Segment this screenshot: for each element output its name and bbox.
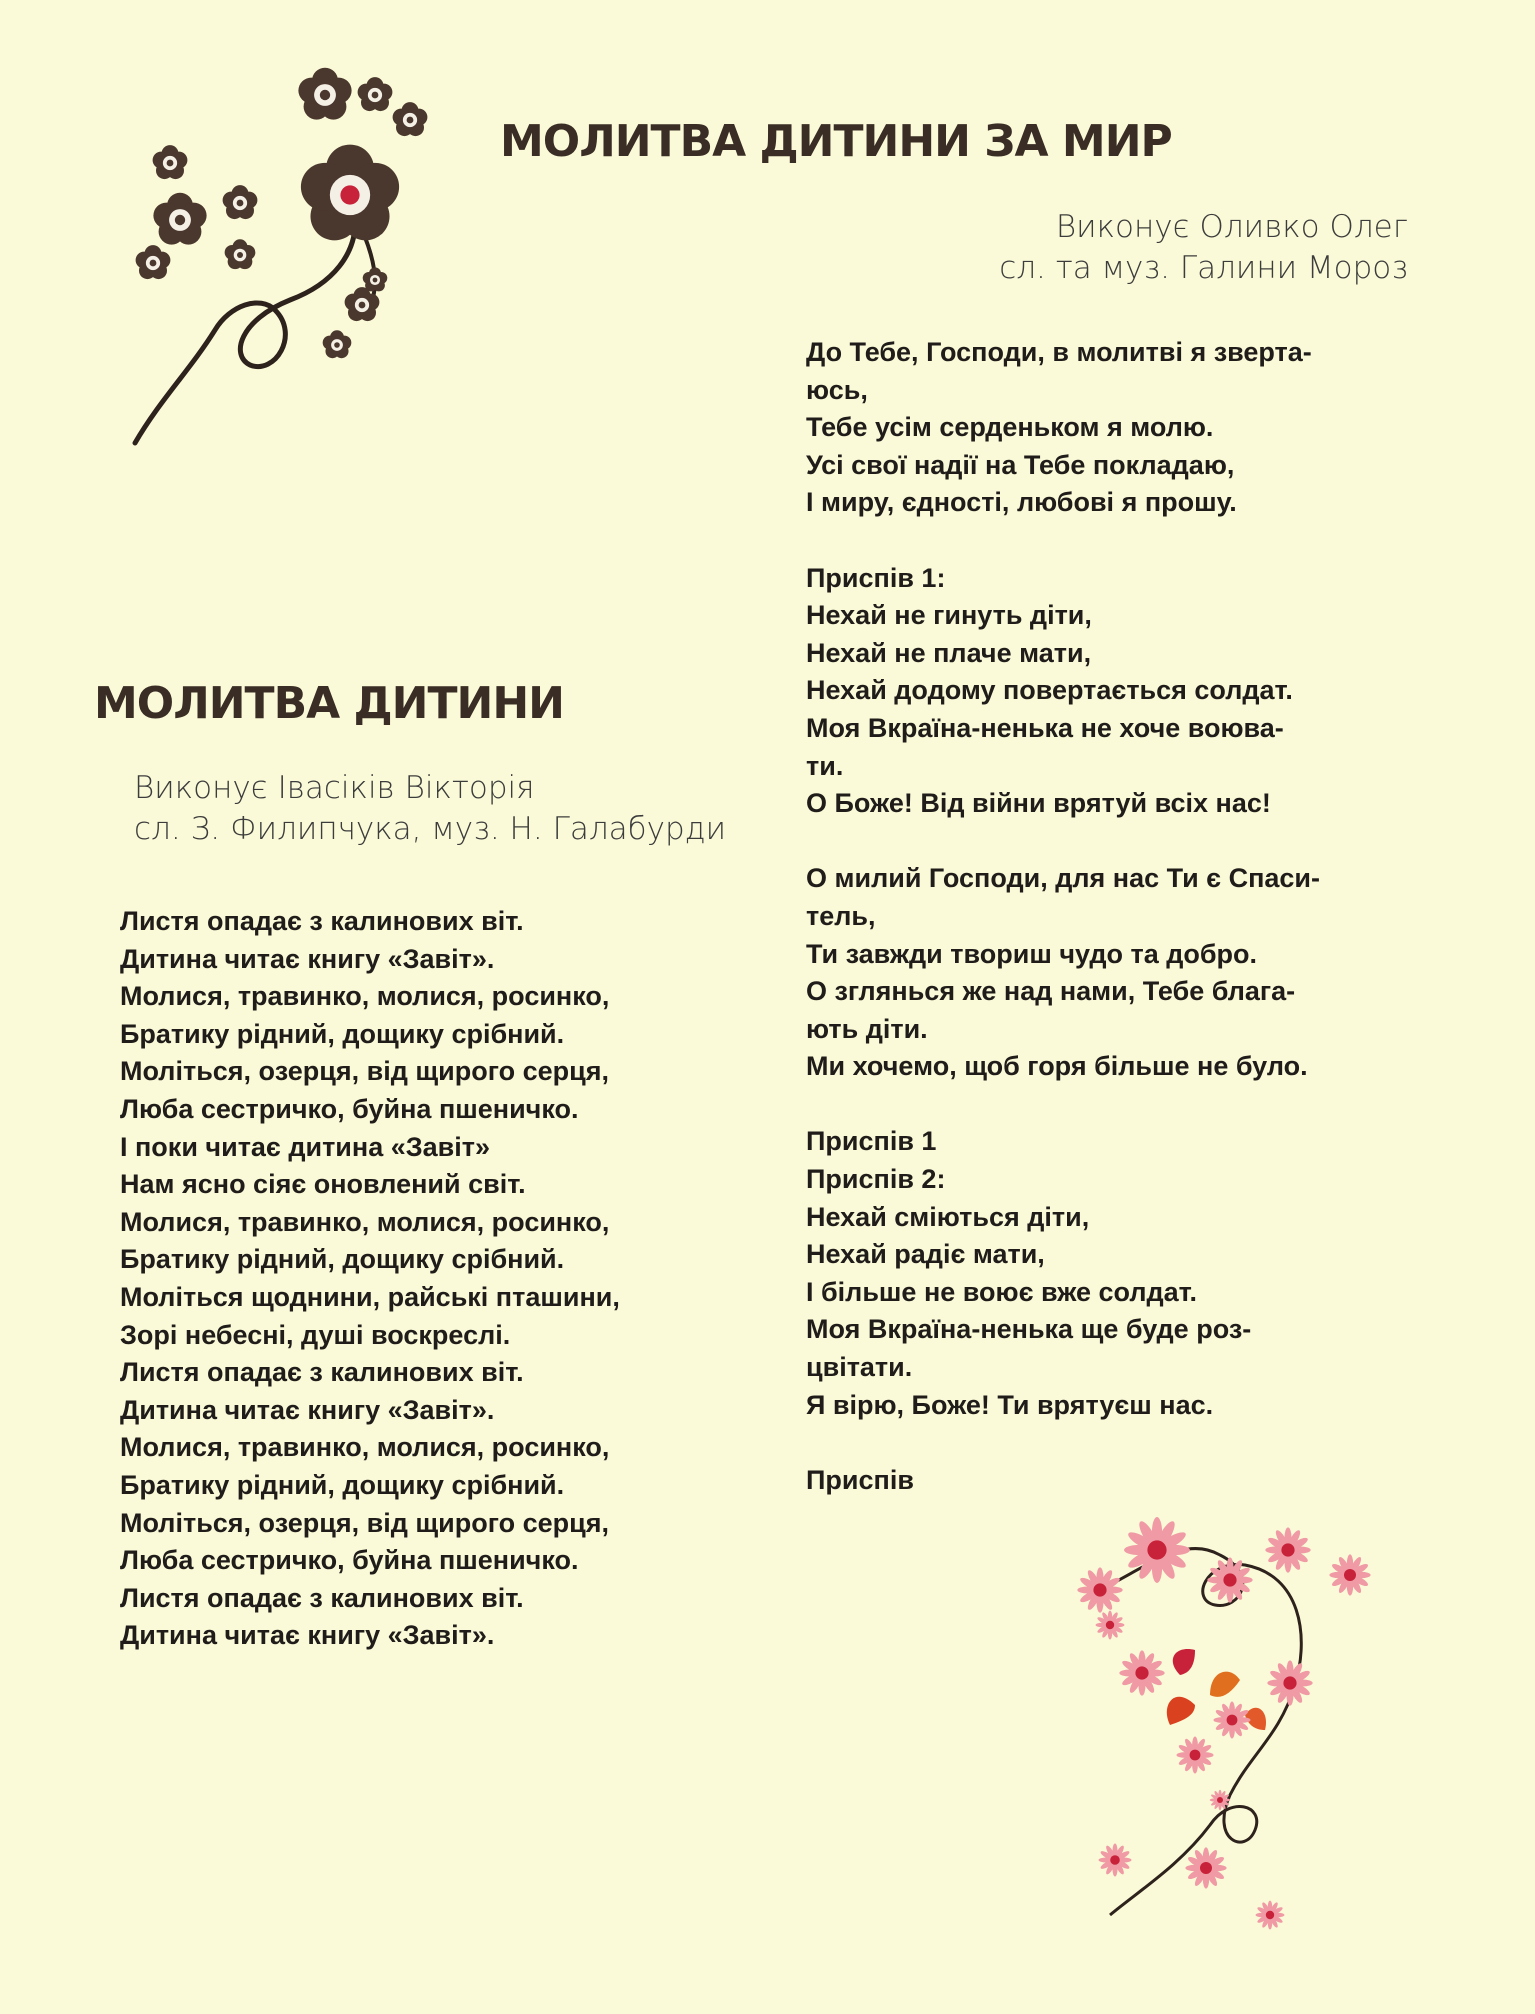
red-leaf	[1173, 1649, 1195, 1675]
lyric-line: ти.	[806, 750, 844, 781]
daisy-icon	[1265, 1527, 1310, 1572]
lyric-line: Моя Вкраїна-ненька ще буде роз-	[806, 1314, 1252, 1345]
lyric-line: Зорі небесні, душі воскреслі.	[120, 1319, 511, 1350]
flower-icon	[358, 77, 393, 111]
lyric-line: ють діти.	[806, 1013, 928, 1044]
daisy-icon	[1099, 1844, 1132, 1877]
flower-icon	[153, 193, 206, 245]
lyric-line: Листя опадає з калинових віт.	[120, 1357, 524, 1388]
lyric-line: І більше не воює вже солдат.	[806, 1276, 1198, 1307]
lyric-line: До Тебе, Господи, в молитві я зверта-	[806, 337, 1312, 367]
lyric-line: Я вірю, Боже! Ти врятуєш нас.	[806, 1389, 1214, 1420]
song-credits	[134, 768, 726, 850]
pink-flowers-decoration	[1070, 1495, 1430, 1935]
song-title: МОЛИТВА ДИТИНИ ЗА МИР	[500, 116, 1172, 167]
lyric-line: Ми хочемо, щоб горя більше не було.	[806, 1051, 1308, 1082]
flower-icon	[363, 267, 388, 291]
flower-icon	[153, 145, 188, 179]
daisy-icon	[1185, 1847, 1226, 1888]
lyric-line: Молися, травинко, молися, росинко,	[120, 1206, 610, 1237]
song-lyrics	[120, 903, 620, 1655]
lyric-line: Приспів 1	[806, 1126, 937, 1157]
lyric-line: Тебе усім серденьком я молю.	[806, 412, 1214, 443]
lyric-line: Люба сестричко, буйна пшеничко.	[120, 1093, 579, 1124]
performer-line: Виконує Івасіків Вікторія	[134, 770, 535, 806]
red-leaf	[1167, 1697, 1195, 1725]
lyric-line: О Боже! Від війни врятуй всіх нас!	[806, 788, 1271, 819]
lyric-line: Моя Вкраїна-ненька не хоче воюва-	[806, 712, 1284, 743]
lyric-line: Дитина читає книгу «Завіт».	[120, 1620, 495, 1651]
lyric-line: Братику рідний, дощику срібний.	[120, 1244, 565, 1275]
lyric-line: Приспів	[806, 1464, 914, 1495]
red-leaf	[1210, 1672, 1240, 1697]
stanza-gap	[806, 823, 1320, 861]
lyric-line: Листя опадає з калинових віт.	[120, 906, 524, 936]
lyric-line: Листя опадає з калинових віт.	[120, 1582, 524, 1613]
song-title: МОЛИТВА ДИТИНИ	[94, 678, 564, 729]
song-lyrics	[806, 334, 1320, 1499]
daisy-icon	[1077, 1567, 1122, 1612]
lyric-line: цвітати.	[806, 1352, 913, 1383]
daisy-icon	[1256, 1901, 1285, 1930]
song-credits	[999, 207, 1408, 289]
flower-icon	[223, 185, 258, 219]
lyric-line: Моліться щоднини, райські пташини,	[120, 1281, 620, 1312]
flower-icon	[136, 245, 171, 279]
lyric-line: Приспів 1:	[806, 562, 946, 593]
lyric-line: Моліться, озерця, від щирого серця,	[120, 1056, 609, 1087]
lyric-line: Усі свої надії на Тебе покладаю,	[806, 449, 1235, 480]
brown-flowers-decoration	[130, 55, 460, 450]
lyric-line: Нехай не гинуть діти,	[806, 600, 1092, 631]
stanza-gap	[806, 522, 1320, 560]
lyric-line: Дитина читає книгу «Завіт».	[120, 1394, 495, 1425]
lyric-line: І миру, єдності, любові я прошу.	[806, 487, 1237, 518]
lyric-line: Нехай сміються діти,	[806, 1201, 1090, 1232]
lyric-line: О милий Господи, для нас Ти є Спаси-	[806, 863, 1321, 894]
lyric-line: Дитина читає книгу «Завіт».	[120, 943, 495, 974]
flower-icon	[225, 239, 256, 269]
lyric-line: Молися, травинко, молися, росинко,	[120, 981, 610, 1012]
lyric-line: Ти завжди твориш чудо та добро.	[806, 938, 1258, 969]
flower-icon	[393, 102, 428, 136]
lyric-line: юсь,	[806, 374, 868, 405]
lyric-line: О зглянься же над нами, Тебе блага-	[806, 976, 1296, 1007]
daisy-icon	[1176, 1736, 1213, 1773]
lyric-line: Люба сестричко, буйна пшеничко.	[120, 1545, 579, 1576]
lyric-line: Нехай радіє мати,	[806, 1239, 1045, 1270]
lyric-line: Нам ясно сіяє оновлений світ.	[120, 1169, 526, 1200]
lyric-line: І поки читає дитина «Завіт»	[120, 1131, 491, 1162]
daisy-icon	[1119, 1650, 1164, 1695]
daisy-icon	[1213, 1701, 1250, 1738]
flower-icon	[323, 330, 352, 358]
daisy-icon	[1210, 1790, 1231, 1811]
lyric-line: Нехай додому повертається солдат.	[806, 675, 1293, 706]
lyric-line: тель,	[806, 900, 876, 931]
lyric-line: Моліться, озерця, від щирого серця,	[120, 1507, 609, 1538]
lyric-line: Приспів 2:	[806, 1164, 946, 1195]
daisy-icon	[1267, 1660, 1312, 1705]
flower-icon	[301, 145, 399, 241]
lyric-line: Братику рідний, дощику срібний.	[120, 1018, 565, 1049]
performer-line: Виконує Оливко Олег	[1055, 209, 1408, 245]
stanza-gap	[806, 1086, 1320, 1124]
authors-line: сл. З. Филипчука, муз. Н. Галабурди	[134, 811, 727, 847]
authors-line: сл. та муз. Галини Мороз	[999, 250, 1408, 286]
lyric-line: Нехай не плаче мати,	[806, 637, 1092, 668]
stanza-gap	[806, 1424, 1320, 1462]
daisy-icon	[1096, 1611, 1125, 1640]
flower-icon	[298, 68, 351, 120]
lyric-line: Братику рідний, дощику срібний.	[120, 1469, 565, 1500]
lyric-line: Молися, травинко, молися, росинко,	[120, 1432, 610, 1463]
daisy-icon	[1329, 1554, 1370, 1595]
